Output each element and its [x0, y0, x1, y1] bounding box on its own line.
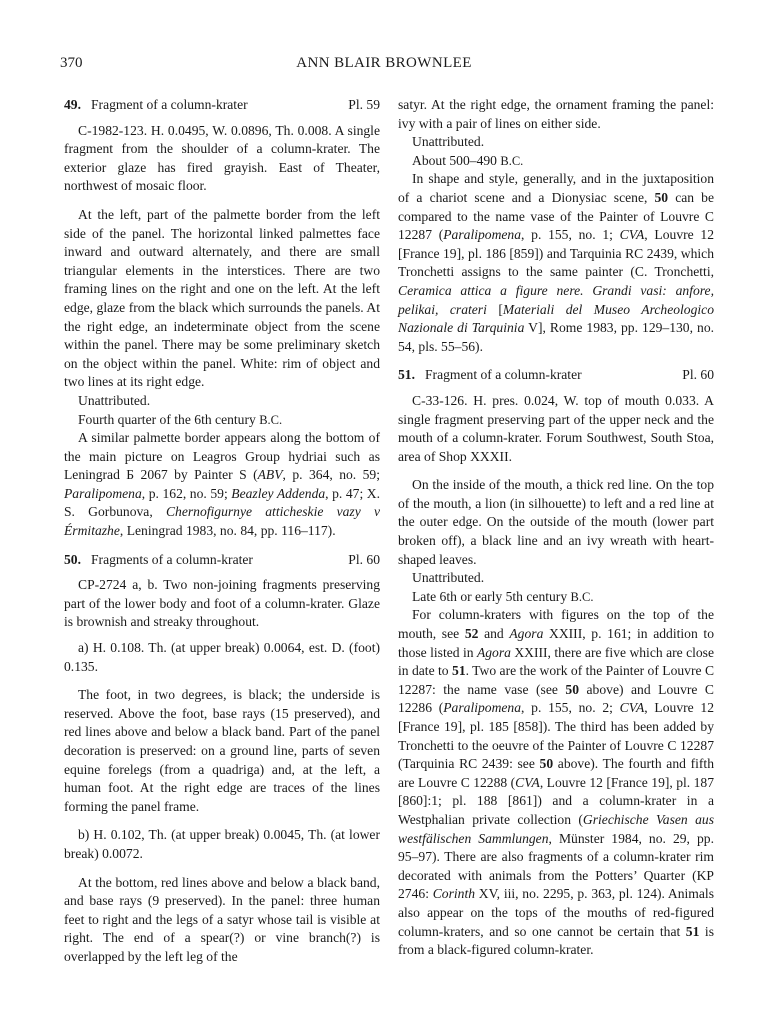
comparanda-paragraph: A similar palmette border appears along the bottom of the main picture on Leagros Group hydriai such as Leningrad Б 2067 by Painter S (ABV, p. 364, no. 59; Paralipomena, p. 162, no. 59; Beazley Addenda, p. 47; X. S. Gorbunova, Chernofigurnye atticheskie vazy v Érmitazhe, Leningrad 1983, no. 84, pp. 116–117).: [64, 430, 380, 539]
left-column: [64, 96, 380, 967]
plate-reference: Pl. 59: [348, 97, 380, 112]
fragment-b-description: At the bottom, red lines above and below a black band, and base rays (9 preserved). In the panel: three human feet to right and the legs of a satyr whose tail is visible at right. The end of a spear(?) or vine branch(?) is overlapped by the left leg of the: [64, 874, 380, 964]
entry-number: 50.: [64, 551, 81, 567]
date-line: Late 6th or early 5th century B.C.: [412, 588, 594, 604]
date-line: About 500–490 B.C.: [412, 152, 524, 168]
entry-51-heading: [398, 366, 714, 385]
fragment-b-measurements: b) H. 0.102, Th. (at upper break) 0.0045, Th. (at lower break) 0.0072.: [64, 827, 380, 861]
description-paragraph: At the left, part of the palmette border from the left side of the panel. The horizontal linked palmettes face inward and outward alternately, and there are small triangular elements in the interstices. There are two framing lines on the right and one on the left. At the left edge, glaze from the black which surrounds the panels. At the right edge, an indeterminate object from the scene within the panel. There may be some preliminary sketch on the object within the panel. White: rim of object and two lines at its right edge.: [64, 206, 380, 390]
fragment-a-description: The foot, in two degrees, is black; the underside is reserved. Above the foot, base rays (15 preserved), and red lines above and below a black band. Part of the panel decoration is preserved: on a ground line, parts of seven equine forelegs (from a quadriga) and, at the left, a human foot. At the right edge are traces of the lines forming the panel frame.: [64, 687, 380, 814]
entry-title: Fragment of a column-krater: [91, 97, 248, 112]
attribution: Unattributed.: [78, 392, 151, 408]
plate-reference: Pl. 60: [682, 367, 714, 383]
discussion-paragraph: In shape and style, generally, and in the juxtaposition of a chariot scene and a Dionysiac scene, 50 can be compared to the name vase of the Painter of Louvre C 12287 (Paralipomena, p. 155, no. 1; CVA, Louvre 12 [France 19], pl. 186 [859]) and Tarquinia RC 2439, which Tronchetti assigns to the same painter (C. Tronchetti, Ceramica attica a figure nere. Grandi vasi: anfore, pelikai, crateri [Materiali del Museo Archeologico Nazionale di Tarquinia V], Rome 1983, pp. 129–130, no. 54, pls. 55–56).: [398, 171, 715, 354]
catalog-entry: C-33-126. H. pres. 0.024, W. top of mouth 0.033. A single fragment preserving part of the upper neck and the mouth of a column-krater. Forum Southwest, South Stoa, area of Shop XXXII.: [398, 392, 714, 464]
entry-50-heading: [64, 551, 380, 570]
entry-title: Fragments of a column-krater: [91, 551, 253, 567]
discussion-paragraph: For column-kraters with figures on the top of the mouth, see 52 and Agora XXIII, p. 161; in addition to those listed in Agora XXIII, there are five which are close in date to 51. Two are the work of the Painter of Louvre C 12287: the name vase (see 50 above) and Louvre C 12286 (Paralipomena, p. 155, no. 2; CVA, Louvre 12 [France 19], pl. 185 [858]). The third has been added by Tronchetti to the oeuvre of the Painter of Louvre C 12287 (Tarquinia RC 2439: see 50 above). The fourth and fifth are Louvre C 12288 (CVA, Louvre 12 [France 19], pl. 187 [860]:1; pl. 188 [861]) and a column-krater in a Westphalian private collection (Griechische Vasen aus westfälischen Sammlungen, Münster 1984, no. 29, pp. 95–97). There are also fragments of a column-krater rim decorated with animals from the Potters’ Quarter (KP 2746: Corinth XV, iii, no. 2295, p. 363, pl. 124). Animals also appear on the tops of the mouths of red-figured column-kraters, and so one cannot be certain that 51 is from a black-figured column-krater.: [398, 607, 715, 958]
fragment-b-description-continued: satyr. At the right edge, the ornament framing the panel: ivy with a pair of lines on either side.: [398, 97, 714, 131]
catalog-entry: CP-2724 a, b. Two non-joining fragments preserving part of the lower body and foot of a column-krater. Glaze is brownish and streaky throughout.: [64, 577, 380, 630]
page-header: [60, 55, 708, 79]
page-number: 370: [60, 55, 83, 71]
entry-number: 51.: [398, 367, 415, 383]
plate-reference: Pl. 60: [348, 551, 380, 567]
description-paragraph: On the inside of the mouth, a thick red line. On the top of the mouth, a lion (in silhouette) to left and a red line at the outer edge. On the outside of the mouth (lower part broken off), a black line and an ivy wreath with heart-shaped leaves.: [398, 477, 714, 567]
running-title: ANN BLAIR BROWNLEE: [296, 55, 472, 71]
fragment-a-measurements: a) H. 0.108. Th. (at upper break) 0.0064, est. D. (foot) 0.135.: [64, 640, 380, 674]
date-line: Fourth quarter of the 6th century B.C.: [78, 411, 283, 427]
attribution: Unattributed.: [412, 134, 485, 150]
entry-number: 49.: [64, 97, 81, 112]
right-column: [398, 96, 714, 960]
catalog-entry: C-1982-123. H. 0.0495, W. 0.0896, Th. 0.008. A single fragment from the shoulder of a column-krater. The exterior glaze has fired grayish. East of Theater, northwest of mosaic floor.: [64, 122, 380, 194]
entry-title: Fragment of a column-krater: [425, 367, 582, 383]
entry-49-heading: [64, 96, 380, 115]
attribution: Unattributed.: [412, 570, 485, 586]
